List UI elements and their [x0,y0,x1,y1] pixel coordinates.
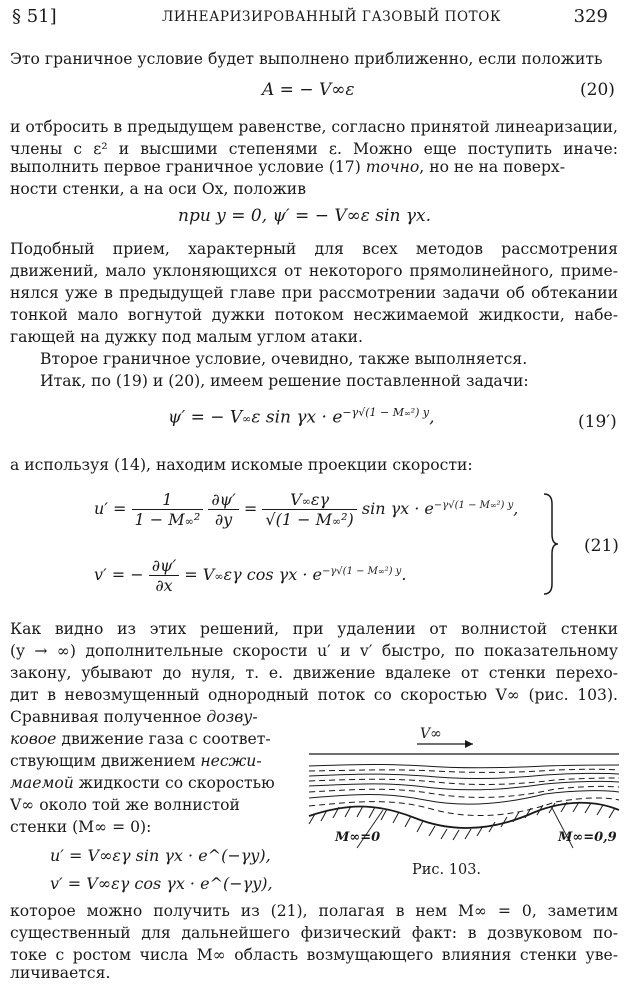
text-line: V∞ около той же волнистой [10,796,240,814]
text-line: Это граничное условие будет выполнено приближенно, если положить [10,50,603,68]
equation-u-incompressible: u′ = V∞εγ sin γx · e^(−γy), [50,846,271,865]
text-line: гающей на дужку под малым углом атаки. [10,328,363,346]
text-span: Сравнивая полученное [10,708,207,726]
page-number: 329 [573,6,608,27]
figure-caption: Рис. 103. [412,862,482,878]
equation-21-u: u′ = $\frac{1}{\text{1 − M∞²}}$ $\frac{\partial\psi'}{\partial y}$ = $\frac{V\infty\varepsilon\gamma}{\text{√(1 − M∞²)}}$ $\sin \gamma x \cdot e^{-\gamma√(1 - M\infty^2) y}$, [94,490,519,529]
text-span: ствующим движением [10,752,201,770]
text-line: Подобный прием, характерный для всех методов рассмотрения [10,240,618,258]
text-line: существенный для дальнейшего физический факт: в дозвуковом по- [10,924,618,942]
equation-v-incompressible: v′ = V∞εγ cos γx · e^(−γy), [50,874,273,893]
text-span: движение газа с соответ- [56,730,271,748]
text-line: Итак, по (19) и (20), имеем решение поставленной задачи: [40,372,529,390]
emphasis-text: маемой [10,774,74,792]
text-line [10,752,262,770]
label-mach-zero: M∞=0 [335,830,381,845]
flow-arrow-head [465,740,473,748]
text-line: Как видно из этих решений, при удалении от волнистой стенки [10,620,618,638]
text-line [10,774,275,792]
equation-number-20: (20) [580,80,615,100]
right-brace [540,492,560,596]
equation-21-v: v′ = − $\frac{\partial\psi'}{\partial x}$ = V∞εγ $\cos \gamma x \cdot e^{-\gamma√(1 - M\infty^2) y}$. [94,556,407,595]
text-line: ности стенки, а на оси Ox, положив [10,180,306,198]
label-mach-09: M∞=0,9 [558,830,617,845]
emphasis-text: точно [365,158,420,176]
running-title: ЛИНЕАРИЗИРОВАННЫЙ ГАЗОВЫЙ ПОТОК [162,9,501,25]
text-line [10,730,271,748]
figure-wavy-wall-flow [305,720,623,870]
equation-20: A = − V∞ε [262,80,355,100]
text-line: дит в невозмущенный однородный поток со скоростью V∞ (рис. 103). [10,686,618,704]
text-line: движений, мало уклоняющихся от некоторого прямолинейного, приме- [10,262,618,280]
text-paragraph: и отбросить в предыдущем равенстве, согласно принятой линеаризации, члены с ε² и высшими степенями ε. Можно еще поступить иначе: [10,118,618,158]
text-line: нялся уже в предыдущей главе при рассмотрении задачи об обтекании [10,284,618,302]
text-line: (y → ∞) дополнительные скорости u′ и v′ быстро, по показательному [10,642,618,660]
text-line: личивается. [10,964,111,982]
text-line: закону, убывают до нуля, т. е. движение вдалеке от стенки перехо- [10,664,618,682]
emphasis-text: ковое [10,730,57,748]
text-span: выполнить первое граничное условие (17) [10,158,366,176]
emphasis-text: дозву- [206,708,258,726]
text-span: , но не на поверх- [419,158,565,176]
equation-19-prime: ψ′ = − V∞ε $\sin \gamma x \cdot e^{-\gamma√(1 - M\infty^2) y}$, [168,406,435,428]
text-line [10,708,258,726]
text-line: Второе граничное условие, очевидно, также выполняется. [40,350,528,368]
text-line [10,158,618,176]
equation-number-19-prime: (19′) [578,412,617,432]
flow-velocity-label: V∞ [420,726,442,742]
text-line: которое можно получить из (21), полагая в нем M∞ = 0, заметим [10,902,618,920]
text-line: токе с ростом числа M∞ область возмущающего влияния стенки уве- [10,946,618,964]
section-number: § 51] [12,6,57,27]
text-line: тонкой мало вогнутой дужки потоком несжимаемой жидкости, набе- [10,306,618,324]
wavy-wall [309,803,619,828]
equation-number-21: (21) [584,536,619,556]
text-line: а используя (14), находим искомые проекции скорости: [10,456,473,474]
boundary-condition-equation: при y = 0, ψ′ = − V∞ε sin γx. [178,206,431,226]
text-line: стенки (M∞ = 0): [10,818,152,836]
emphasis-text: несжи- [200,752,262,770]
text-span: жидкости со скоростью [73,774,275,792]
